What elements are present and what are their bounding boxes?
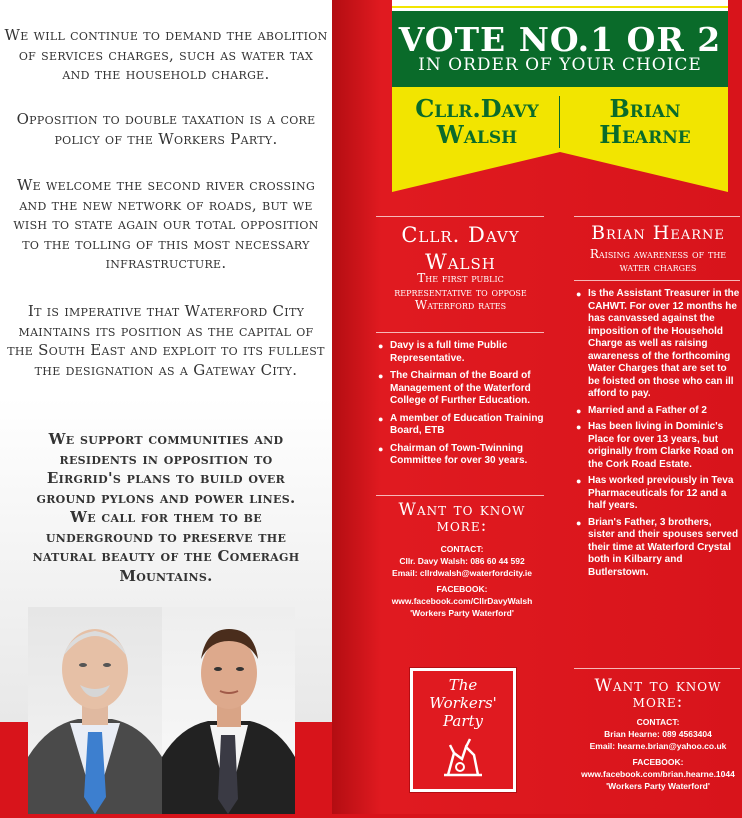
brian-name-heading: Brian Hearne xyxy=(591,222,725,244)
brian-bullet-list xyxy=(576,288,740,583)
contact-label: CONTACT: xyxy=(636,717,680,727)
workers-party-logo-text xyxy=(410,676,516,730)
davy-walsh-photo xyxy=(28,607,162,814)
davy-facebook-url: www.facebook.com/CllrDavyWalsh xyxy=(391,596,533,606)
logo-line: Party xyxy=(442,712,484,730)
policy-gateway-city: It is imperative that Waterford City maintains its position as the capital of the South East and exploit to its fullest the designation as a Gateway City. xyxy=(7,302,325,379)
davy-facebook-page: 'Workers Party Waterford' xyxy=(410,608,514,618)
brian-contact-block xyxy=(574,716,742,792)
policy-pylons-line: We support communities and xyxy=(48,430,284,448)
brian-want-more-heading: Want to know more: xyxy=(594,676,722,712)
logo-line: The xyxy=(448,676,478,694)
policy-pylons-line: We call for them to be xyxy=(70,508,262,526)
banner-candidate-brian: Brian Hearne xyxy=(599,94,691,149)
divider-line xyxy=(574,668,740,669)
list-item: ● A member of Education Training Board, ETB xyxy=(378,413,546,438)
left-red-strip xyxy=(0,722,28,814)
facebook-label: FACEBOOK: xyxy=(632,757,684,767)
logo-line: Workers' xyxy=(429,694,497,712)
policy-pylons-line: Mountains. xyxy=(119,566,213,585)
brian-subtitle: Raising awareness of the water charges xyxy=(589,247,727,274)
list-item: ● Chairman of Town-Twinning Committee for over 30 years. xyxy=(378,443,546,468)
contact-label: CONTACT: xyxy=(440,544,484,554)
divider-line xyxy=(376,332,544,333)
policy-double-taxation: Opposition to double taxation is a core policy of the Workers Party. xyxy=(16,110,316,148)
banner-candidate-davy: Cllr.Davy Walsh xyxy=(415,94,539,149)
plough-emblem-icon xyxy=(440,735,486,779)
divider-line xyxy=(574,280,740,281)
policy-tolling: We welcome the second river crossing and the new network of roads, but we wish to state again our total opposition to the tolling of this most necessary infrastructure. xyxy=(13,176,319,272)
list-item: ● Has been living in Dominic's Place for over 13 years, but originally from Clarke Road on the Cork Road Estate. xyxy=(576,421,740,471)
divider-line xyxy=(574,216,740,217)
list-item: ● Is the Assistant Treasurer in the CAHWT. For over 12 months he has canvassed against the imposition of the Household Charge as well as raising awareness of the forthcoming Water Charges that are set to be foisted on those who can ill afford to pay. xyxy=(576,288,740,401)
davy-contact-block xyxy=(372,543,552,619)
left-red-strip xyxy=(295,722,332,814)
davy-name-heading: Cllr. Davy Walsh xyxy=(401,223,520,274)
divider-line xyxy=(376,216,544,217)
divider-line xyxy=(376,495,544,496)
brian-email: Email: hearne.brian@yahoo.co.uk xyxy=(589,741,727,751)
davy-email: Email: cllrdwalsh@waterfordcity.ie xyxy=(392,568,532,578)
policy-pylons-line: underground to preserve the xyxy=(45,527,287,546)
brian-facebook-url: www.facebook.com/brian.hearne.1044 xyxy=(581,769,735,779)
vote-subheadline: IN ORDER OF YOUR CHOICE xyxy=(418,55,702,75)
facebook-label: FACEBOOK: xyxy=(436,584,488,594)
list-item: ● Has worked previously in Teva Pharmaceuticals for 12 and a half years. xyxy=(576,475,740,513)
davy-subtitle: The first public representative to oppose Waterford rates xyxy=(394,271,527,312)
banner-divider xyxy=(559,96,560,148)
list-item: ● Married and a Father of 2 xyxy=(576,405,740,418)
policy-pylons-line: natural beauty of the Comeragh xyxy=(32,547,300,565)
davy-phone: Cllr. Davy Walsh: 086 60 44 592 xyxy=(399,556,525,566)
brian-phone: Brian Hearne: 089 4563404 xyxy=(604,729,712,739)
policy-pylons-line: Eirgrid's plans to build over xyxy=(46,469,286,487)
policy-pylons-line: residents in opposition to xyxy=(59,449,273,468)
brian-hearne-photo xyxy=(162,607,295,814)
davy-want-more-heading: Want to know more: xyxy=(398,500,526,536)
list-item: ● The Chairman of the Board of Management of the Waterford College of Further Education. xyxy=(378,370,546,408)
policy-service-charges: We will continue to demand the abolition of services charges, such as water tax and the household charge. xyxy=(4,26,328,83)
list-item: ● Davy is a full time Public Representative. xyxy=(378,340,546,365)
vote-headline: VOTE NO.1 OR 2 xyxy=(398,20,722,59)
policy-pylons xyxy=(4,430,328,586)
policy-pylons-line: ground pylons and power lines. xyxy=(36,488,296,507)
list-item: ● Brian's Father, 3 brothers, sister and their spouses served their time at Waterford Crystal both in Kilbarry and Butlerstown. xyxy=(576,517,740,580)
brian-facebook-page: 'Workers Party Waterford' xyxy=(606,781,710,791)
davy-bullet-list xyxy=(378,340,546,473)
